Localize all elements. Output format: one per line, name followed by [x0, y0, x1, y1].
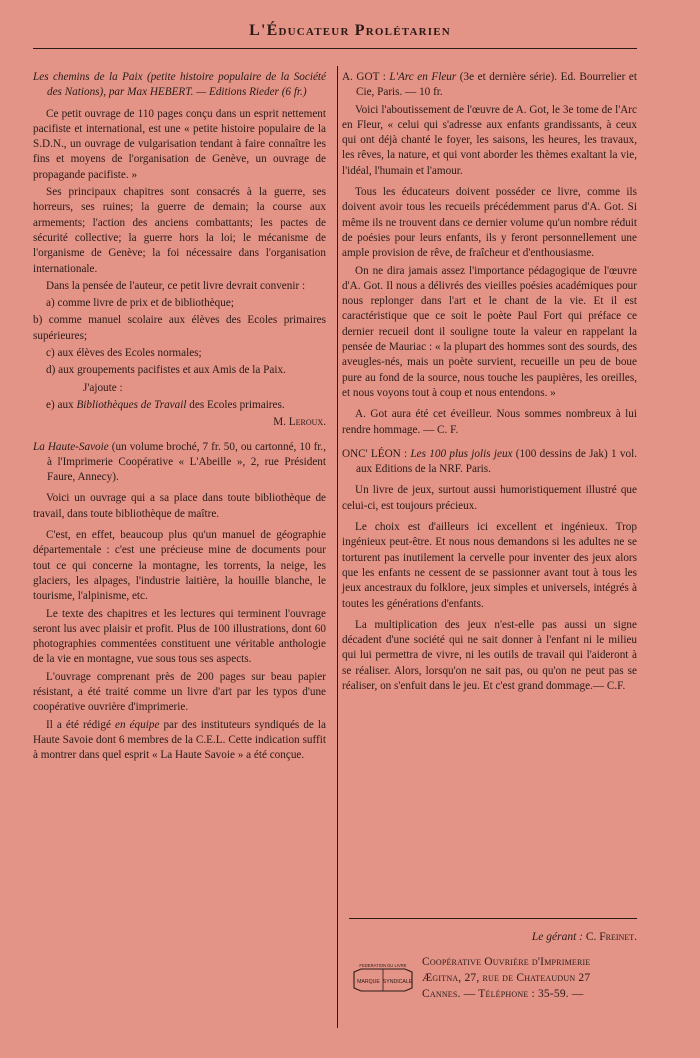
paragraph: Il a été rédigé en équipe par des instituteurs syndiqués de la Haute Savoie dont 6 membres de la C.E.L. Cette indication suffit à montrer dans quel esprit « La Haute Savoie » a été conçue.	[33, 718, 326, 762]
review-heading: Les chemins de la Paix (petite histoire populaire de la Société des Nations), par Max HEBERT. — Editions Rieder (6 fr.)	[33, 71, 326, 99]
printer-line: Cannes. — Téléphone : 35-59. —	[422, 988, 584, 1000]
logo-right-text: SYNDICALE	[382, 979, 413, 985]
gerant-name: C. Freinet.	[582, 931, 637, 943]
paragraph: Un livre de jeux, surtout aussi humoristiquement illustré que celui-ci, est toujours précieux.	[342, 484, 637, 512]
logo-left-text: MARQUE	[357, 979, 380, 985]
list-item: b) comme manuel scolaire aux élèves des Ecoles primaires supérieures;	[33, 314, 326, 342]
footer-rule	[349, 918, 637, 919]
list-item: c) aux élèves des Ecoles normales;	[46, 347, 202, 360]
paragraph: Ses principaux chapitres sont consacrés à la guerre, ses horreurs, ses ruines; la guerre de demain; la course aux armements; l'action des anciens combattants; les pactes de sécurité collective; la guerre hors la loi; le mécanisme de l'organisme de Genève; la foi nécessaire dans l'organisation internationale.	[33, 186, 326, 275]
list-item: e) aux Bibliothèques de Travail des Ecoles primaires.	[46, 398, 285, 411]
review-heading: La Haute-Savoie (un volume broché, 7 fr. 50, ou cartonné, 10 fr., à l'Imprimerie Coopérative « L'Abeille », 2, rue Président Faure, Annecy).	[33, 440, 326, 484]
journal-title: L'Éducateur Prolétarien	[249, 22, 451, 39]
printer-imprint	[422, 954, 640, 1002]
list-item: a) comme livre de prix et de bibliothèque;	[46, 297, 234, 310]
review-signature: M. Leroux.	[273, 416, 326, 429]
paragraph: L'ouvrage comprenant près de 200 pages sur beau papier résistant, a été traité comme un livre d'art par les typos d'une coopérative ouvrière d'imprimerie.	[33, 670, 326, 714]
right-column	[342, 70, 637, 696]
paragraph: Dans la pensée de l'auteur, ce petit livre devrait convenir :	[46, 279, 306, 292]
printer-line: Coopérative Ouvrière d'Imprimerie	[422, 956, 591, 968]
review-heading: A. GOT : L'Arc en Fleur (3e et dernière série). Ed. Bourrelier et Cie, Paris. — 10 fr.	[342, 71, 637, 99]
paragraph: C'est, en effet, beaucoup plus qu'un manuel de géographie départementale : c'est une précieuse mine de documents pour tout ce qui concerne la montagne, les torrents, la neige, les glaciers, les alpages, l'industrie laitière, la houille blanche, le tourisme, l'alpinisme, etc.	[33, 529, 326, 603]
paragraph: On ne dira jamais assez l'importance pédagogique de l'œuvre d'A. Got. Il nous a délivrés des vieilles poésies académiques pour nous replonger dans l'art et le chant de la vie. Et il est caractéristique que ce soit le poète Paul Fort qui préface ce dernier recueil dont il souligne toute la valeur en rappelant la pensée de Mauriac : « la plupart des hommes sont des sourds, des aveugles-nés, mais un poète survient, recueille un peu de boue pure au fond de la source, nous touche les paupières, les oreilles, et nous voyons tout à coup et nous entendons. »	[342, 264, 637, 399]
paragraph: A. Got aura été cet éveilleur. Nous sommes nombreux à lui rendre hommage. — C. F.	[342, 408, 637, 436]
paragraph: J'ajoute :	[83, 381, 123, 394]
logo-top-text: FEDERATION DU LIVRE	[359, 963, 407, 968]
paragraph: Le texte des chapitres et les lectures qui terminent l'ouvrage seront lus avec plaisir et profit. Plus de 100 illustrations, dont 60 photographies commentées constituent une véritable anthologie de la vie en montagne, vue sous tous ses aspects.	[33, 607, 326, 666]
union-label-logo	[348, 962, 418, 996]
paragraph: Tous les éducateurs doivent posséder ce livre, comme ils doivent avoir tous les recueils précédemment parus d'A. Got. Si même ils ne trouvent dans ce dernier volume qu'un nombre réduit de poésies pour leurs enfants, ils y feront personnellement une ample provision de rêve, de fraîcheur et d'enthousiasme.	[342, 186, 637, 260]
column-rule	[337, 66, 338, 1028]
paragraph: Voici l'aboutissement de l'œuvre de A. Got, le 3e tome de l'Arc en Fleur, « celui qui s'adresse aux enfants grandissants, à ceux qui ont déjà chanté le foyer, les saisons, les heures, les travaux, les rêves, la nature, et qui vont aborder les thèmes exaltant la vie, l'idéal, l'humain et l'amour.	[342, 103, 637, 177]
paragraph: Voici un ouvrage qui a sa place dans toute bibliothèque de travail, dans toute bibliothèque de maître.	[33, 492, 326, 520]
gerant-label: Le gérant :	[531, 931, 583, 943]
header-rule	[33, 48, 637, 49]
paragraph: Ce petit ouvrage de 110 pages conçu dans un esprit nettement pacifiste et international, est une « petite histoire populaire de la S.D.N., un ouvrage de vulgarisation tendant à faire connaître les fins et moyens de l'organisation de Genève, un ouvrage de propagande pacifiste. »	[33, 107, 326, 181]
left-column	[33, 70, 326, 765]
list-item: d) aux groupements pacifistes et aux Amis de la Paix.	[46, 364, 286, 377]
paragraph: La multiplication des jeux n'est-elle pas aussi un signe décadent d'une société qui ne sait donner à l'enfant ni le milieu qui lui permettra de vivre, ni les outils de travail qui l'aideront à se réaliser. Alors, lorsqu'on ne sait pas, ou qu'on ne peut pas se réaliser, on s'enfuit dans le jeu. Et c'est grand dommage.— C.F.	[342, 618, 637, 692]
paragraph: Le choix est d'ailleurs ici excellent et ingénieux. Trop ingénieux peut-être. Et nous nous demandons si les adultes ne se torturent pas inutilement la cervelle pour inventer des jeux alors que les enfants ne cessent de se passionner avant tout à tous les jeux ancestraux du folklore, jeux simples et universels, intégrés à toutes les générations d'enfants.	[342, 521, 637, 610]
review-heading: ONC' LÉON : Les 100 plus jolis jeux (100 dessins de Jak) 1 vol. aux Editions de la NRF. Paris.	[342, 447, 637, 476]
gerant-line	[349, 931, 637, 943]
printer-line: Ægitna, 27, rue de Chateaudun 27	[422, 972, 591, 984]
